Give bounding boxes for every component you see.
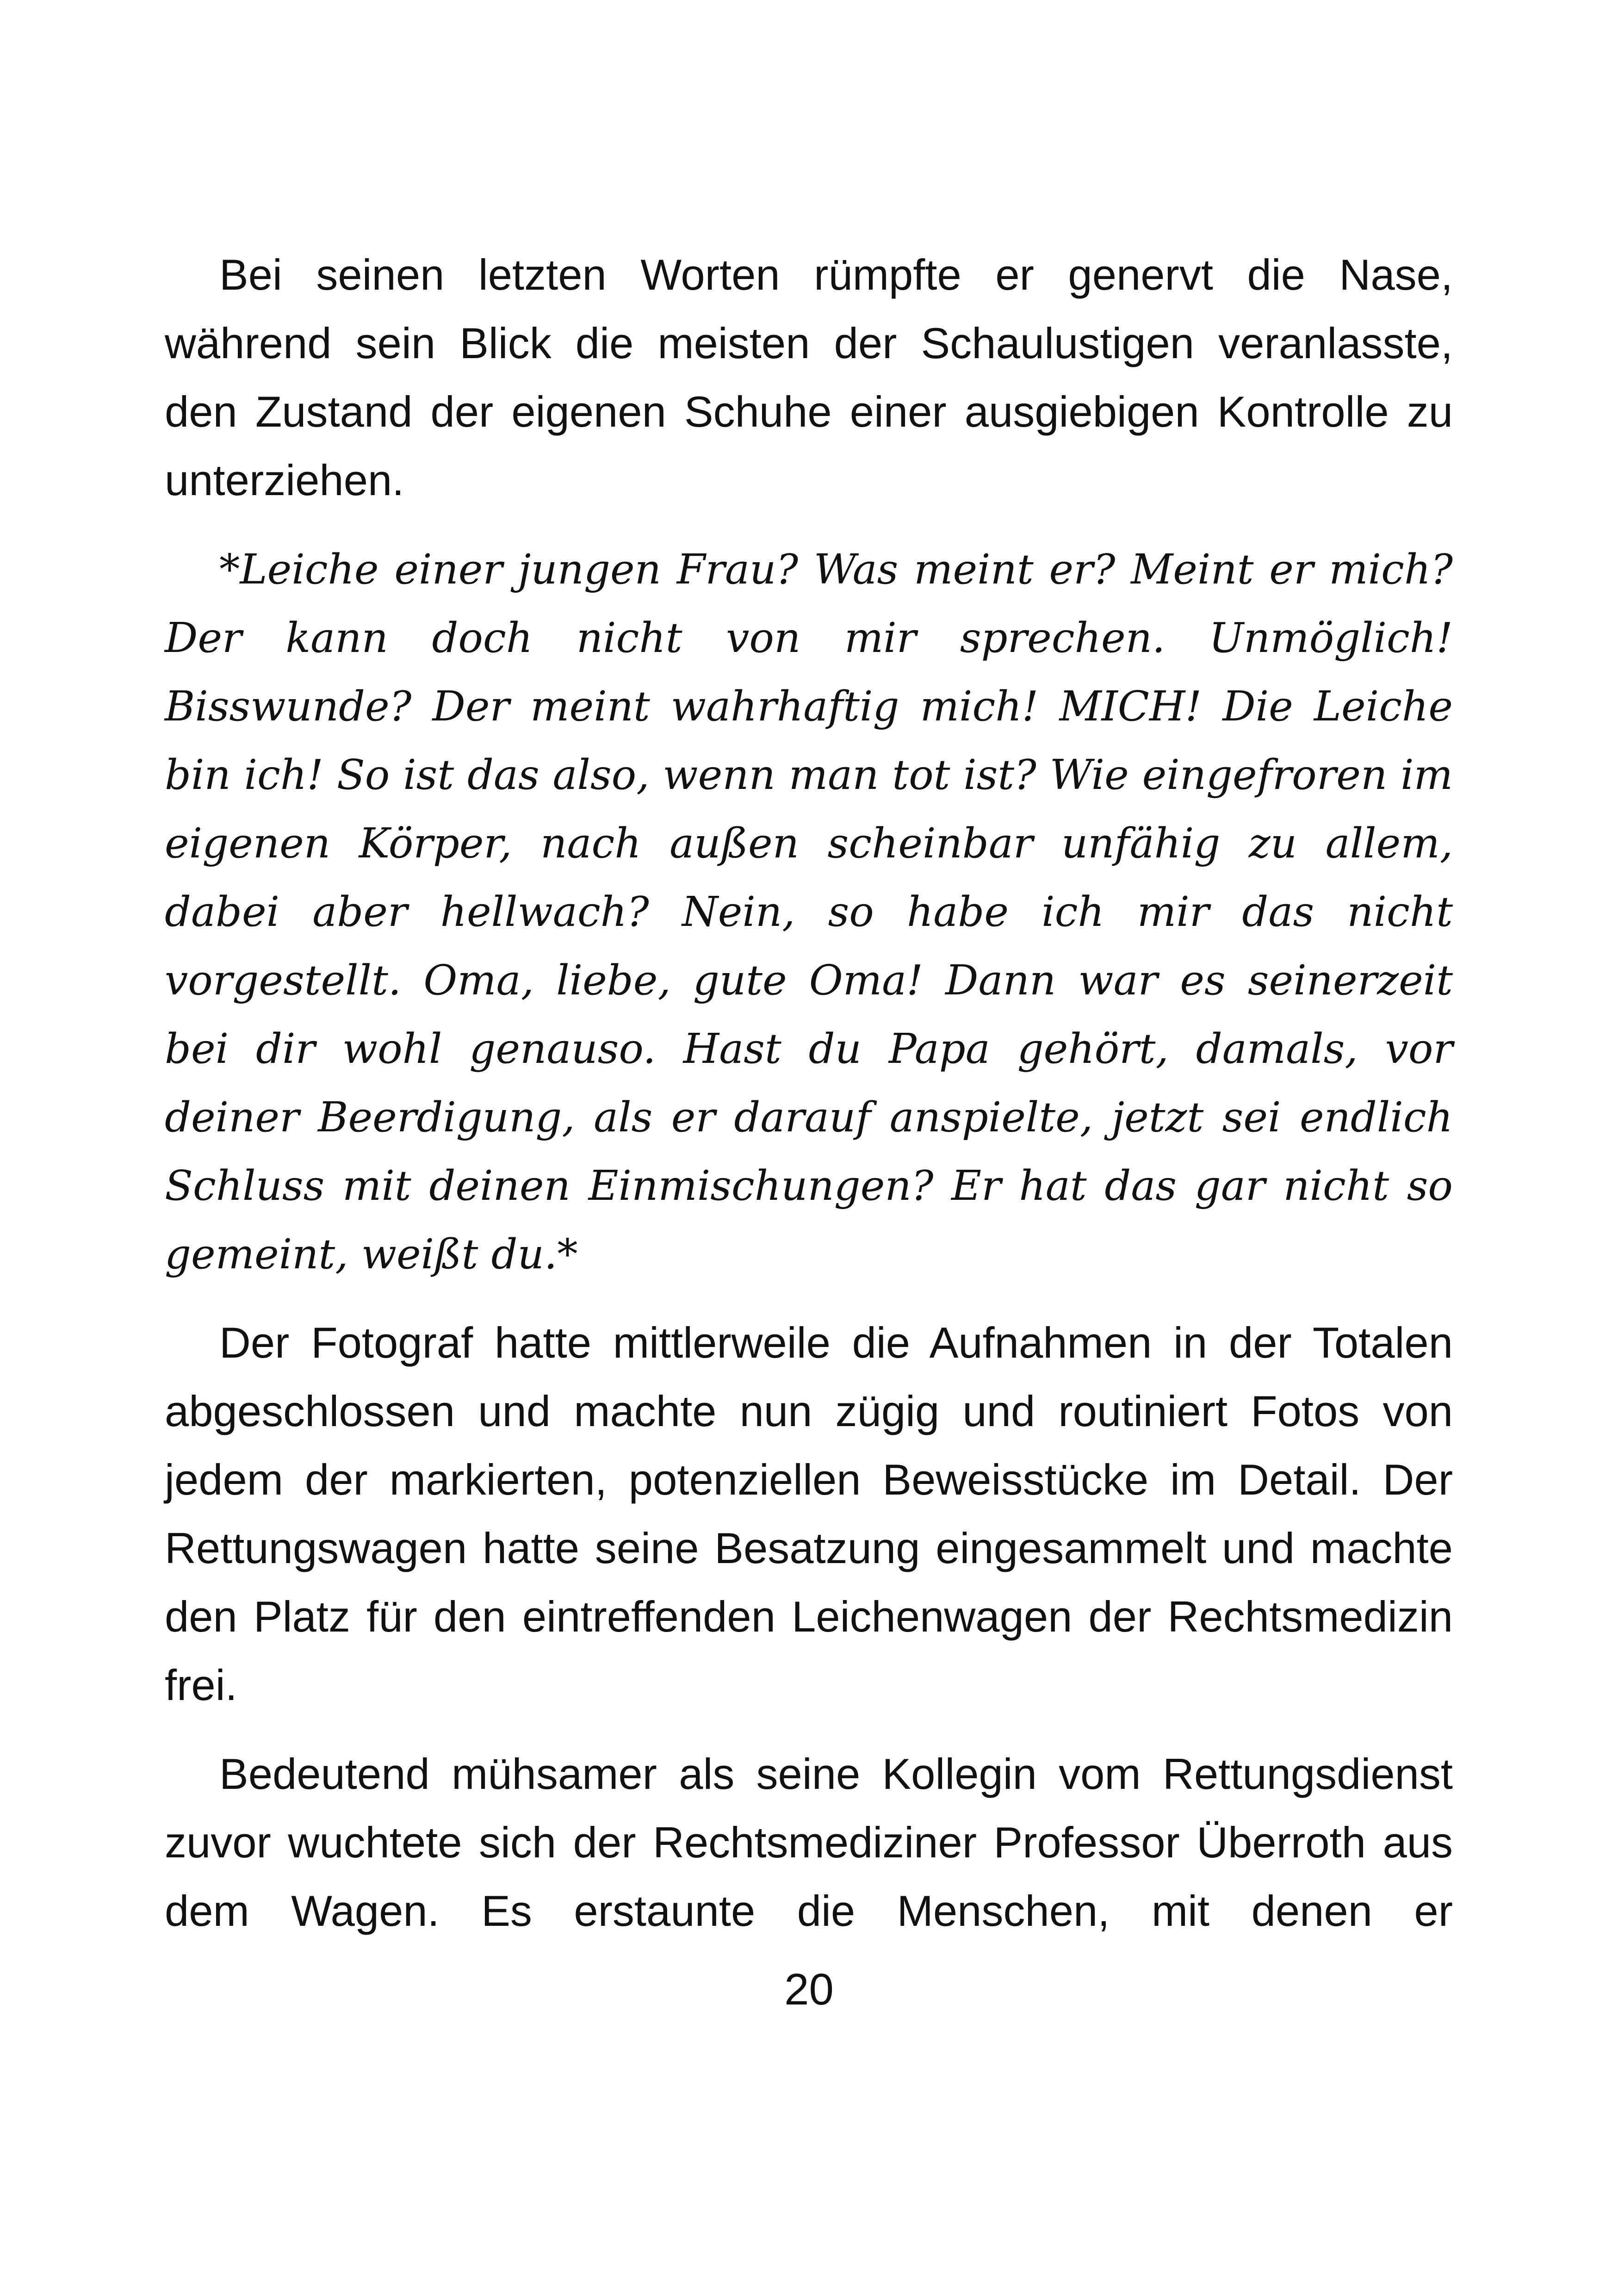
paragraph-1: Bei seinen letzten Worten rümpfte er genervt die Nase, während sein Blick die meisten der Schaulustigen veranlasste, den Zustand der eigenen Schuhe einer ausgiebigen Kontrolle zu unterziehen. — [165, 250, 1453, 504]
paragraph-3: Der Fotograf hatte mittlerweile die Aufnahmen in der Totalen abgeschlossen und machte nun zügig und routiniert Fotos von jedem der markierten, potenziellen Beweisstücke im Detail. Der Rettungswagen hatte seine Besatzung eingesammelt und machte den Platz für den eintreffenden Leichenwagen der Rechtsmedizin frei. — [165, 1318, 1453, 1709]
paragraph-2-inner-monologue: *Leiche einer jungen Frau? Was meint er? Meint er mich? Der kann doch nicht von mir sprechen. Unmöglich! Bisswunde? Der meint wahrhaftig mich! MICH! Die Leiche bin ich! So ist das also, wenn man tot ist? Wie eingefroren im eigenen Körper, nach außen scheinbar unfähig zu allem, dabei aber hellwach? Nein, so habe ich mir das nicht vorgestellt. Oma, liebe, gute Oma! Dann war es seinerzeit bei dir wohl genauso. Hast du Papa gehört, damals, vor deiner Beerdigung, als er darauf anspielte, jetzt sei endlich Schluss mit deinen Einmischungen? Er hat das gar nicht so gemeint, weißt du.* — [165, 545, 1453, 1278]
body-text — [165, 241, 1453, 1945]
paragraph-4: Bedeutend mühsamer als seine Kollegin vom Rettungsdienst zuvor wuchtete sich der Rechtsmediziner Professor Überroth aus dem Wagen. Es erstaunte die Menschen, mit denen er — [165, 1750, 1453, 1935]
page-number: 20 — [784, 1965, 834, 2014]
